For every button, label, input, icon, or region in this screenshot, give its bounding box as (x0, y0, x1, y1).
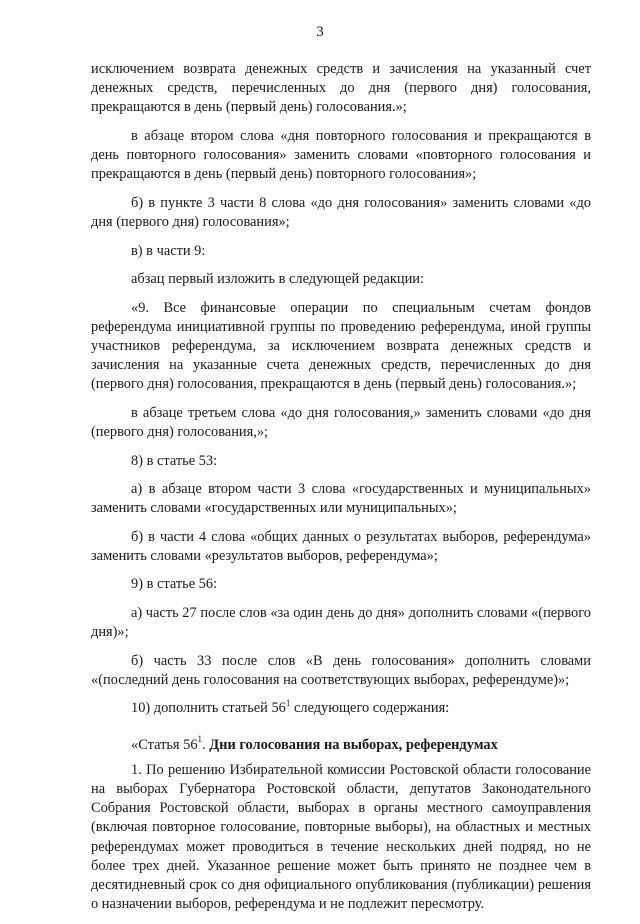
addition-text: 10) дополнить статьей 56 (131, 700, 286, 717)
paragraph: 8) в статье 53: (131, 452, 218, 469)
superscript: 1 (197, 733, 203, 744)
paragraph-addition (91, 699, 591, 718)
paragraph: б) часть 33 после слов «В день голосования» дополнить словами «(последний день голосования на соответствующих выборах, референдуме)»; (91, 652, 591, 688)
paragraph: в абзаце третьем слова «до дня голосования,» заменить словами «до дня (первого дня) голосования,»; (91, 404, 591, 441)
paragraph: б) в части 4 слова «общих данных о результатах выборов, референдума» заменить словами «результатов выборов, референдума»; (91, 528, 591, 564)
article-paragraph: 1. По решению Избирательной комиссии Ростовской области голосование на выборах Губернатора Ростовской области, депутатов Законодательного Собрания Ростовской области, выборах в органы местного самоуправления (включая повторное голосование, повторные выборы), на областных и местных референдумах может проводиться в течение нескольких дней подряд, но не более трех дней. Указанное решение может быть принято не позднее чем в десятидневный срок со дня официального опубликования (публикации) решения о назначении выборов, референдума и не подлежит пересмотру. (91, 761, 591, 913)
addition-text-end: следующего содержания: (290, 700, 450, 717)
paragraph: в абзаце втором слова «дня повторного голосования и прекращаются в день повторного голосования» заменить словами «повторного голосования и прекращаются в день (первый день) повторного голосования»; (91, 127, 591, 183)
article-heading (91, 733, 591, 755)
page-number: 3 (316, 24, 324, 40)
article-title: Дни голосования на выборах, референдумах (209, 736, 498, 753)
paragraph: а) в абзаце втором части 3 слова «государственных и муниципальных» заменить словами «государственных или муниципальных»; (91, 481, 591, 517)
paragraph: а) часть 27 после слов «за один день до дня» дополнить словами «(первого дня)»; (91, 604, 591, 641)
paragraph: абзац первый изложить в следующей редакции: (131, 271, 425, 288)
superscript: 1 (285, 697, 291, 708)
article-dot: . (202, 736, 210, 753)
article-prefix: «Статья 56 (131, 736, 198, 753)
document-body (91, 60, 591, 924)
paragraph: б) в пункте 3 части 8 слова «до дня голосования» заменить словами «до дня (первого дня) голосования»; (91, 194, 591, 231)
paragraph: в) в части 9: (131, 242, 206, 259)
paragraph-quote: «9. Все финансовые операции по специальным счетам фондов референдума инициативной группы по проведению референдума, иной группы участников референдума, за исключением возврата денежных средств и зачисления на указанные счета денежных средств, перечисленных до дня (первого дня) голосования, прекращаются в день (первый день) голосования.»; (91, 299, 591, 393)
paragraph: 9) в статье 56: (131, 576, 218, 593)
paragraph-continuation: исключением возврата денежных средств и зачисления на указанный счет денежных средств, перечисленных до дня (первого дня) голосования, прекращаются в день (первый день) голосования.»; (91, 61, 591, 116)
